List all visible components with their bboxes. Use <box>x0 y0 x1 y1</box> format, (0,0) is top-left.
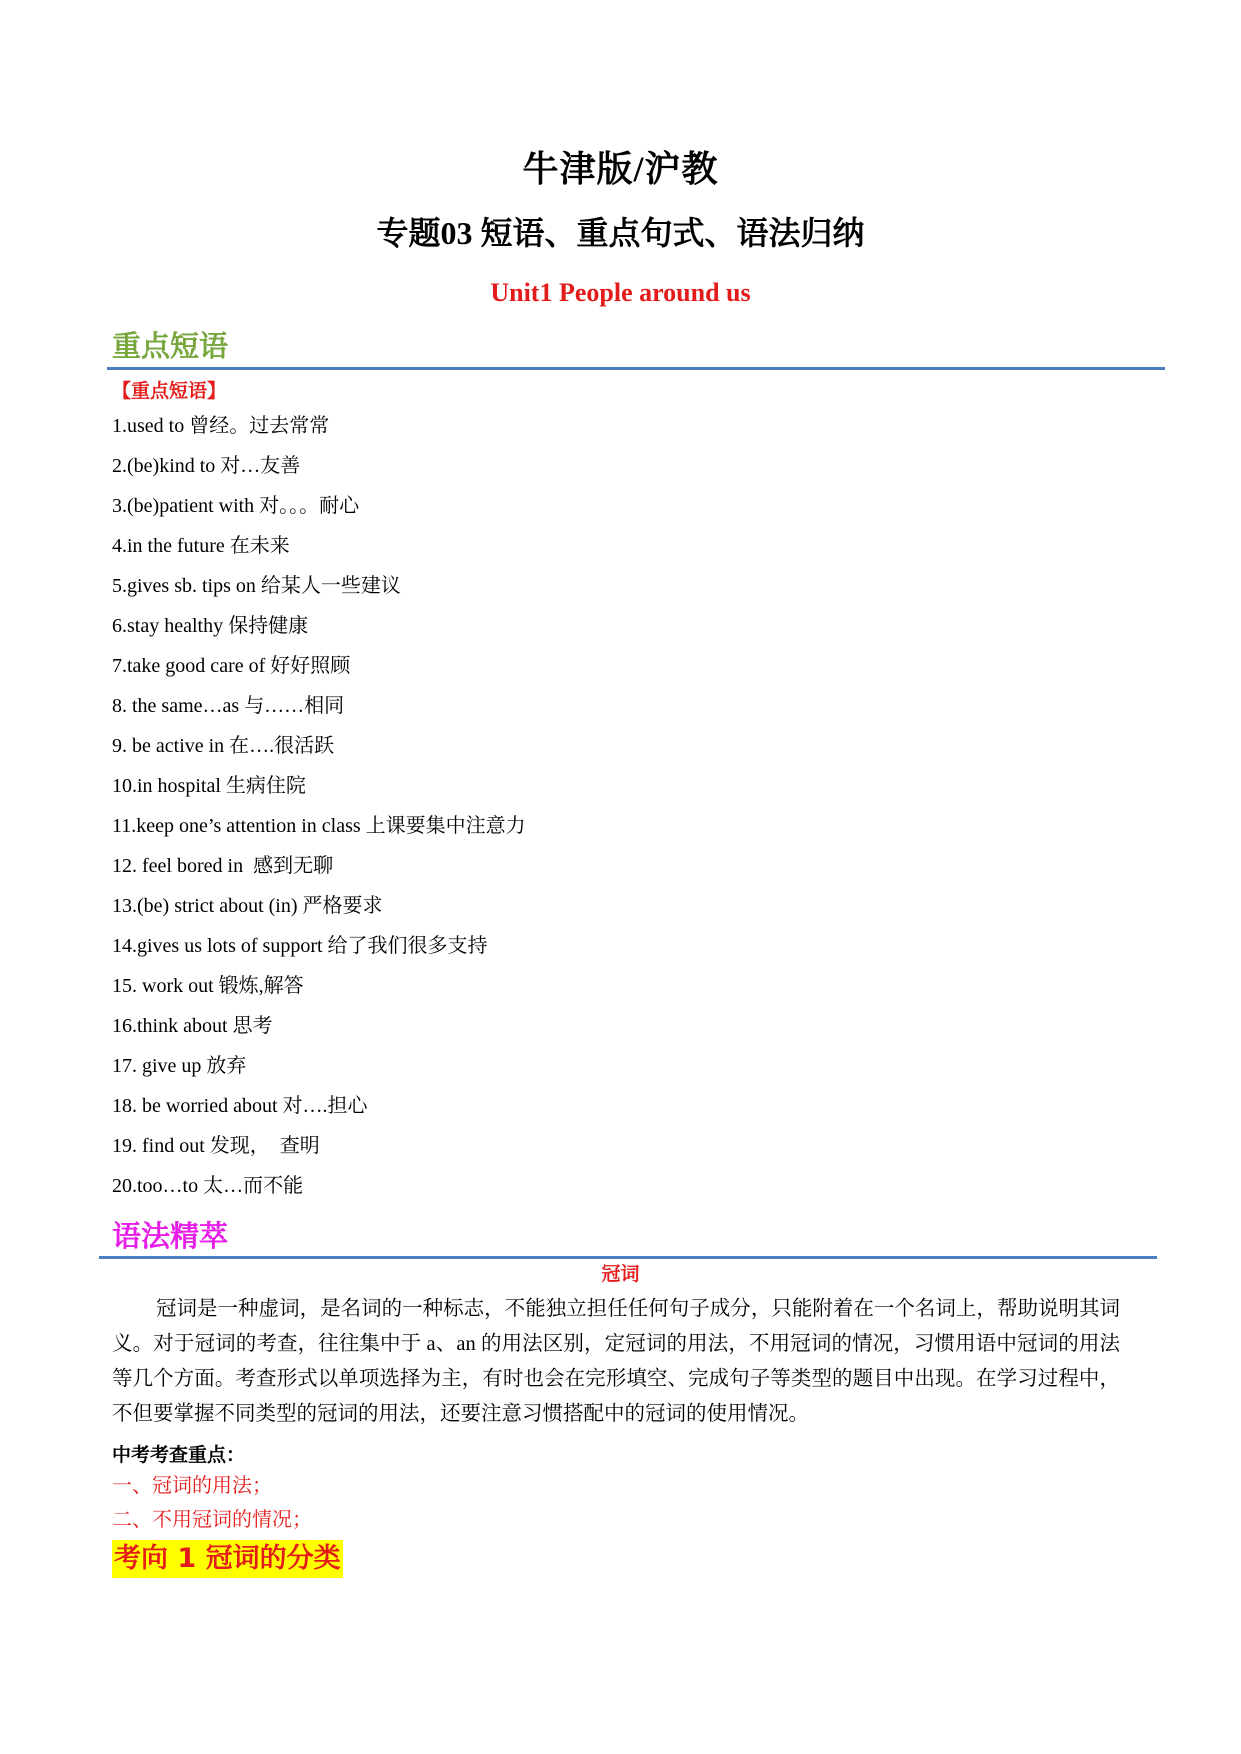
unit-title: Unit1 People around us <box>490 278 751 307</box>
list-item: 17. give up 放弃 <box>112 1055 247 1077</box>
phrases-section-heading: 重点短语 <box>112 329 229 363</box>
phrase-list <box>112 408 526 1208</box>
list-item: 3.(be)patient with 对。。。耐心 <box>112 495 360 517</box>
list-item: 7.take good care of 好好照顾 <box>112 655 351 677</box>
list-item: 16.think about 思考 <box>112 1015 273 1037</box>
grammar-topic-title: 冠词 <box>601 1263 640 1285</box>
section-divider <box>99 1256 1157 1259</box>
focus-heading: 中考考查重点： <box>112 1444 246 1466</box>
list-item: 14.gives us lots of support 给了我们很多支持 <box>112 935 488 957</box>
focus-point: 二、不用冠词的情况； <box>112 1509 312 1531</box>
list-item: 12. feel bored in 感到无聊 <box>112 855 334 877</box>
grammar-paragraph: 冠词是一种虚词，是名词的一种标志，不能独立担任任何句子成分，只能附着在一个名词上，帮助说明其词义。对于冠词的考查，往往集中于 a、an 的用法区别，定冠词的用法，不用冠词的情况，习惯用语中冠词的用法等几个方面。考查形式以单项选择为主，有时也会在完形填空、完成句子等类型的题目中出现。在学习过程中，不但要掌握不同类型的冠词的用法，还要注意习惯搭配中的冠词的使用情况。 <box>112 1298 1120 1425</box>
list-item: 2.(be)kind to 对…友善 <box>112 455 301 477</box>
list-item: 4.in the future 在未来 <box>112 535 290 557</box>
list-item: 15. work out 锻炼,解答 <box>112 975 304 997</box>
list-item: 8. the same…as 与……相同 <box>112 695 345 717</box>
list-item: 1.used to 曾经。过去常常 <box>112 415 330 437</box>
phrases-label: 【重点短语】 <box>112 380 227 402</box>
list-item: 11.keep one’s attention in class 上课要集中注意力 <box>112 815 526 837</box>
list-item: 19. find out 发现， 查明 <box>112 1135 320 1157</box>
grammar-section-heading: 语法精萃 <box>112 1219 229 1253</box>
section-divider <box>107 367 1165 370</box>
list-item: 6.stay healthy 保持健康 <box>112 615 309 637</box>
list-item: 20.too…to 太…而不能 <box>112 1175 304 1197</box>
list-item: 10.in hospital 生病住院 <box>112 775 306 797</box>
document-title: 牛津版/沪教 <box>522 149 719 189</box>
list-item: 18. be worried about 对….担心 <box>112 1095 368 1117</box>
focus-point: 一、冠词的用法； <box>112 1475 272 1497</box>
list-item: 13.(be) strict about (in) 严格要求 <box>112 895 383 917</box>
list-item: 9. be active in 在….很活跃 <box>112 735 335 757</box>
list-item: 5.gives sb. tips on 给某人一些建议 <box>112 575 401 597</box>
exam-direction-heading: 考向 1 冠词的分类 <box>112 1540 343 1578</box>
document-subtitle: 专题03 短语、重点句式、语法归纳 <box>376 215 865 251</box>
